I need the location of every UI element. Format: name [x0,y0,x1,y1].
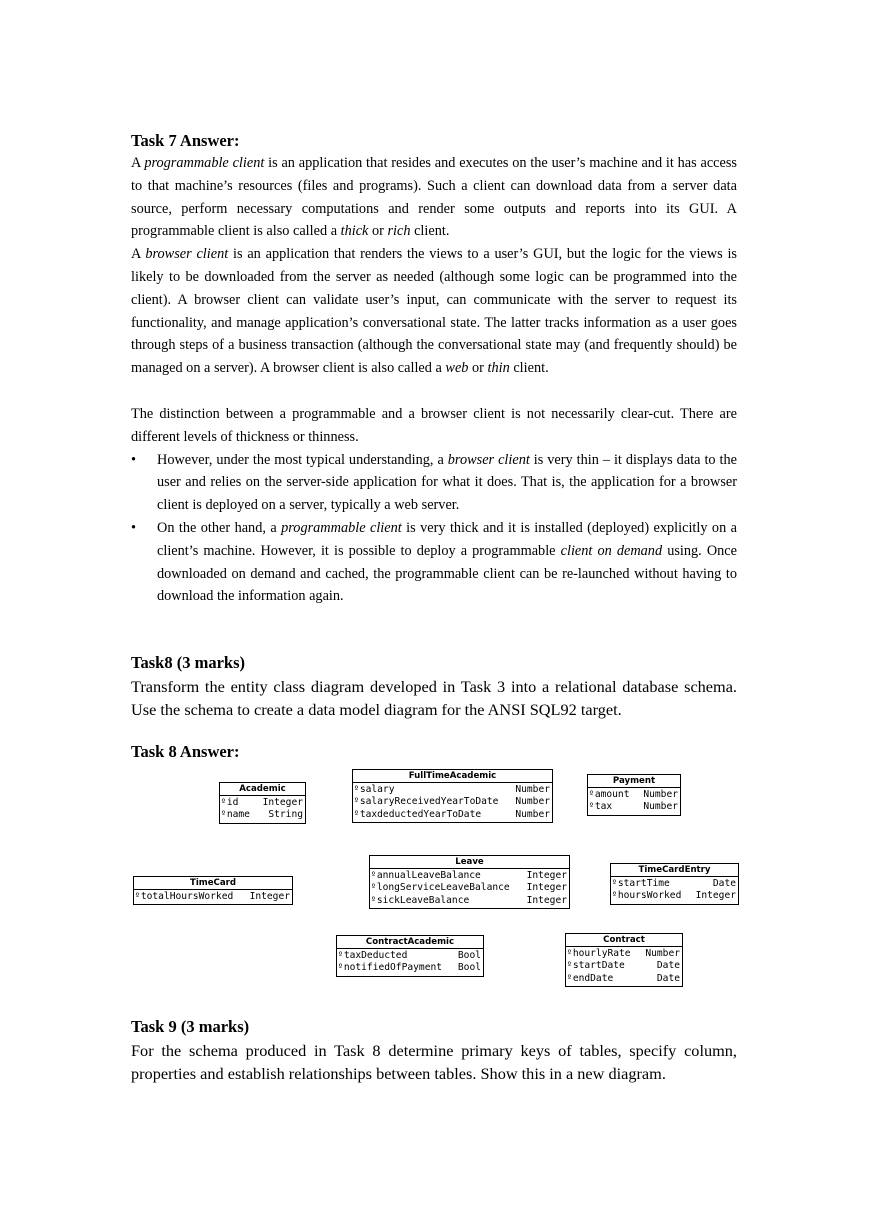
entity-title: ContractAcademic [337,936,483,949]
column-type: Number [645,948,680,959]
entity-payment [587,774,681,816]
table-row [371,882,567,894]
entity-academic [219,782,306,824]
column-name: º tax [589,801,612,813]
column-type: Number [515,784,550,795]
table-row [371,870,567,882]
list-item [131,517,737,608]
entity-title: Payment [588,775,680,788]
task9-text: For the schema produced in Task 8 determine primary keys of tables, specify column, properties and establish relationships between tables. Show this in a new diagram. [131,1041,737,1083]
entity-title: FullTimeAcademic [353,770,552,783]
task9-heading: Task 9 (3 marks) [131,1017,250,1036]
task8-answer-heading: Task 8 Answer: [131,742,240,761]
column-type: Integer [695,890,736,902]
emphasis-text: thin [487,360,510,377]
task8-section [131,653,737,762]
table-row [589,801,678,813]
table-row [338,962,481,974]
task7-paragraph-browser [131,243,737,380]
task7-bullet-list [131,449,737,609]
table-row [221,809,303,821]
text-run: A [131,246,146,263]
entity-columns [134,890,292,904]
column-type: Integer [249,891,290,902]
entity-title: Academic [220,783,305,796]
table-row [567,948,680,960]
text-run: or [368,223,388,240]
column-type: Number [643,789,678,800]
entity-title: Contract [566,934,682,947]
table-row [354,796,550,808]
entity-leave [369,855,570,909]
entity-columns [588,788,680,815]
text-run: or [468,360,488,377]
table-row [567,973,680,985]
emphasis-text: rich [387,223,411,240]
table-row [221,797,303,809]
table-row [567,960,680,972]
column-type: Date [656,960,680,972]
column-name: º notifiedOfPayment [338,962,442,974]
column-type: Integer [262,797,303,808]
task8-text: Transform the entity class diagram developed in Task 3 into a relational database schema. Use the schema to create a data model diagram for the ANSI SQL92 target. [131,677,737,719]
column-name: º taxdeductedYearToDate [354,809,481,821]
column-name: º longServiceLeaveBalance [371,882,510,894]
text-run: On the other hand, a [157,519,282,536]
column-name: º annualLeaveBalance [371,870,481,882]
entity-columns [566,947,682,986]
emphasis-text: programmable client [144,155,265,171]
column-type: Date [656,972,680,984]
table-row [354,784,550,796]
table-row [135,891,290,903]
table-row [612,890,736,902]
entity-timecard [133,876,293,905]
table-row [338,950,481,962]
task8-heading: Task8 (3 marks) [131,653,245,672]
entity-columns [220,796,305,823]
text-run: A [131,155,145,171]
entity-title: Leave [370,856,569,869]
emphasis-text: web [445,360,469,377]
emphasis-text: thick [340,223,369,240]
column-type: Bool [457,962,481,974]
column-type: Number [643,801,678,813]
bullet-text [157,520,737,604]
text-run: client. [410,223,450,240]
entity-title: TimeCard [134,877,292,890]
task9-section [131,1017,737,1085]
entity-contract [565,933,683,987]
table-row [371,895,567,907]
column-name: º totalHoursWorked [135,891,233,903]
task7-paragraph-programmable [131,152,737,243]
column-name: º hoursWorked [612,890,681,902]
column-name: º salaryReceivedYearToDate [354,796,498,808]
text-run: client. [509,360,549,377]
column-name: º hourlyRate [567,948,631,960]
entity-columns [370,869,569,908]
task7-paragraph-distinction: The distinction between a programmable and a browser client is not necessarily clear-cut. There are different levels of thickness or thinness. [131,405,737,445]
emphasis-text: browser client [447,451,530,468]
task7-heading: Task 7 Answer: [131,131,240,150]
column-type: Bool [457,950,481,961]
list-item [131,449,737,517]
text-run: is an application that resides and executes on the user’s machine and it has access to that machine’s resources (files and programs). Such a client can download data from a server data source, perform necessary computations and render some outputs and reports into its GUI. A programmable client is also called a [131,155,737,240]
emphasis-text: client on demand [560,542,663,559]
text-run: is an application that renders the views to a user’s GUI, but the logic for the views is likely to be downloaded from the server as needed (although some logic can be programmed into the client). A browser client can validate user’s input, can communicate with the server to request its functionality, and manage application’s conversational state. The latter tracks information as a user goes through steps of a business transaction (although the conversational state may (and frequently should) be managed on a server). A browser client is also called a [131,246,737,377]
emphasis-text: browser client [145,246,229,263]
bullet-icon: • [131,451,137,468]
column-name: º amount [589,789,629,801]
entity-title: TimeCardEntry [611,864,738,877]
column-name: º startTime [612,878,670,890]
entity-columns [337,949,483,976]
text-run: is very thick and it is installed (deployed) explicitly on a client’s machine. However, it is possible to deploy a programmable [157,519,737,559]
task7-section [131,131,737,608]
entity-fulltimeacademic [352,769,553,823]
emphasis-text: programmable client [281,519,402,536]
column-name: º name [221,809,250,821]
column-name: º taxDeducted [338,950,407,962]
text-run: using. Once downloaded on demand and cached, the programmable client can be re-launched without having to download the information again. [157,542,737,605]
column-name: º endDate [567,973,613,985]
column-name: º salary [354,784,394,796]
column-type: String [268,809,303,821]
entity-columns [611,877,738,904]
entity-columns [353,783,552,822]
table-row [612,878,736,890]
table-row [354,809,550,821]
column-type: Integer [526,882,567,894]
column-type: Integer [526,894,567,906]
bullet-icon: • [131,519,137,536]
column-name: º startDate [567,960,625,972]
column-type: Number [515,796,550,808]
column-type: Integer [526,870,567,881]
column-name: º sickLeaveBalance [371,895,469,907]
entity-timecardentry [610,863,739,905]
column-type: Date [712,878,736,889]
text-run: is very thin – it displays data to the user and relies on the server-side application for what it does. That is, the application for a browser client is deployed on a server, typically a web server. [157,451,737,514]
column-name: º id [221,797,238,809]
column-type: Number [515,808,550,820]
entity-contractacademic [336,935,484,977]
table-row [589,789,678,801]
text-run: However, under the most typical understanding, a [157,451,448,468]
bullet-text [157,452,737,514]
